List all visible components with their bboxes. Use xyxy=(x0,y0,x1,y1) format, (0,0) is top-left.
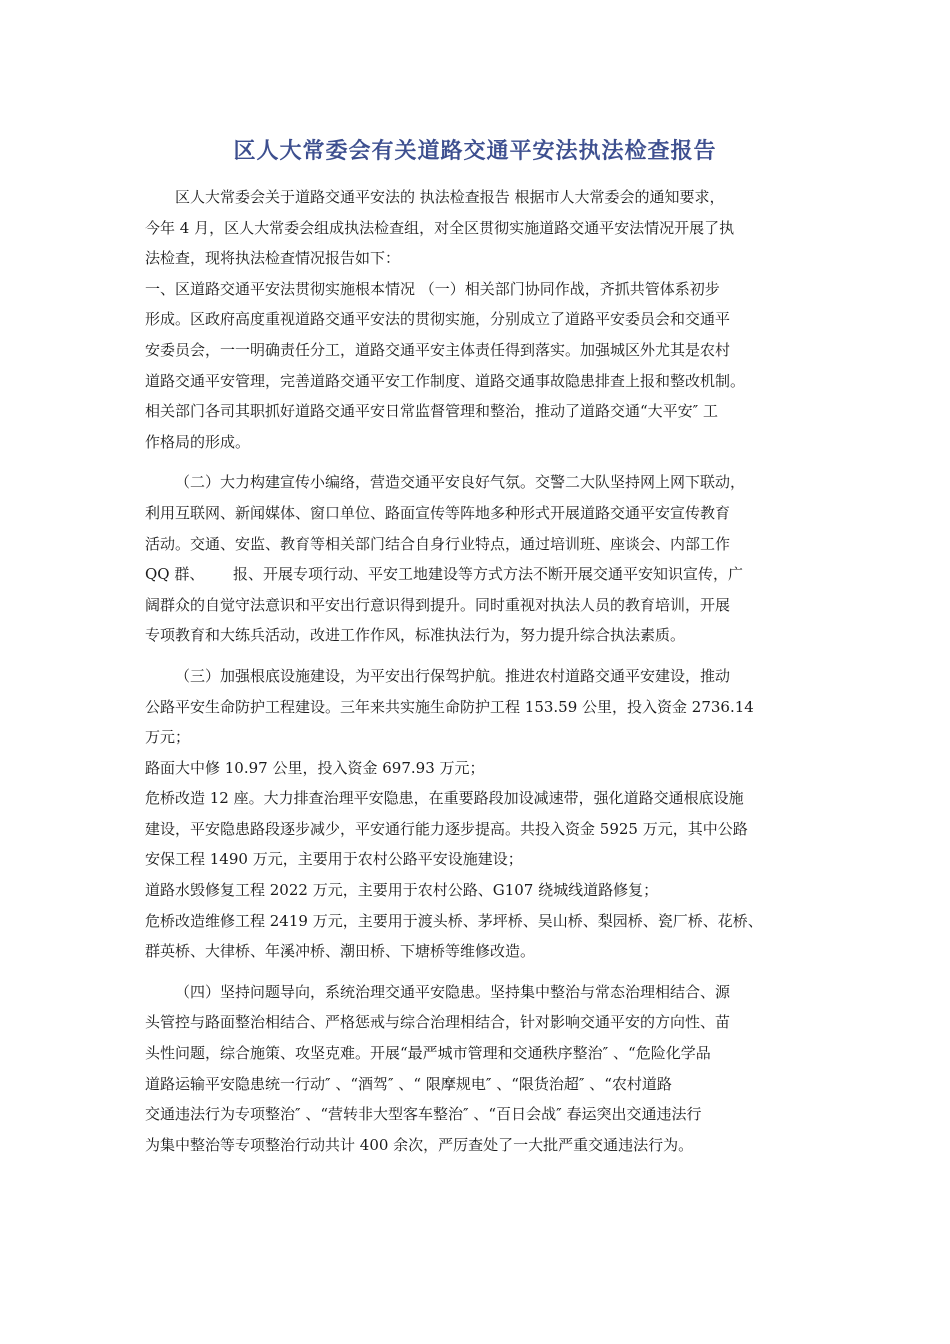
text-line: QQ 群、 报、开展专项行动、平安工地建设等方式方法不断开展交通平安知识宣传，广 xyxy=(145,565,743,584)
text-line: 路面大中修 10.97 公里，投入资金 697.93 万元； xyxy=(145,758,485,777)
text-line: 专项教育和大练兵活动，改进工作作风，标准执法行为，努力提升综合执法素质。 xyxy=(145,626,686,645)
text-line: 利用互联网、新闻媒体、窗口单位、路面宣传等阵地多种形式开展道路交通平安宣传教育 xyxy=(145,503,731,522)
text-line: 交通违法行为专项整治″ 、“营转非大型客车整治″ 、“百日会战″ 春运突出交通违法行 xyxy=(145,1105,702,1124)
text-line: 危桥改造维修工程 2419 万元，主要用于渡头桥、茅坪桥、吴山桥、梨园桥、瓷厂桥、花桥、 xyxy=(145,911,763,930)
text-line: 公路平安生命防护工程建设。三年来共实施生命防护工程 153.59 公里，投入资金 2736.14 xyxy=(145,697,754,716)
text-line: 一、区道路交通平安法贯彻实施根本情况 （一）相关部门协同作战，齐抓共管体系初步 xyxy=(145,279,720,298)
text-line: 法检查，现将执法检查情况报告如下： xyxy=(145,249,401,268)
text-line: 今年 4 月，区人大常委会组成执法检查组，对全区贯彻实施道路交通平安法情况开展了执 xyxy=(145,218,735,237)
text-line: 安委员会，一一明确责任分工，道路交通平安主体责任得到落实。加强城区外尤其是农村 xyxy=(145,340,731,359)
text-line: 道路水毁修复工程 2022 万元，主要用于农村公路、G107 绕城线道路修复； xyxy=(145,881,659,900)
document-body xyxy=(145,182,820,1160)
text-line: 万元； xyxy=(145,728,191,747)
text-line: 群英桥、大律桥、年溪冲桥、潮田桥、下塘桥等维修改造。 xyxy=(145,942,536,961)
text-line: （四）坚持问题导向，系统治理交通平安隐患。坚持集中整治与常态治理相结合、源 xyxy=(175,982,731,1001)
text-line: 道路运输平安隐患统一行动″ 、“酒驾″ 、“ 限摩规电″ 、“限货治超″ 、“农村道路 xyxy=(145,1074,672,1093)
text-line: 阔群众的自觉守法意识和平安出行意识得到提升。同时重视对执法人员的教育培训，开展 xyxy=(145,595,731,614)
text-line: 道路交通平安管理，完善道路交通平安工作制度、道路交通事故隐患排查上报和整改机制。 xyxy=(145,371,746,390)
text-line: 危桥改造 12 座。大力排查治理平安隐患，在重要路段加设减速带，强化道路交通根底设施 xyxy=(145,789,744,808)
text-line: 形成。区政府高度重视道路交通平安法的贯彻实施，分别成立了道路平安委员会和交通平 xyxy=(145,310,731,329)
text-line: 安保工程 1490 万元，主要用于农村公路平安设施建设； xyxy=(145,850,523,869)
text-line: 作格局的形成。 xyxy=(145,432,251,451)
text-line: 建设，平安隐患路段逐步减少，平安通行能力逐步提高。共投入资金 5925 万元，其中公路 xyxy=(145,819,748,838)
text-line: 为集中整治等专项整治行动共计 400 余次，严厉查处了一大批严重交通违法行为。 xyxy=(145,1135,694,1154)
text-line: （三）加强根底设施建设，为平安出行保驾护航。推进农村道路交通平安建设，推动 xyxy=(175,666,731,685)
text-line: 头性问题，综合施策、攻坚克难。开展“最严城市管理和交通秩序整治″ 、“危险化学品 xyxy=(145,1044,711,1063)
text-line: 活动。交通、安监、教育等相关部门结合自身行业特点，通过培训班、座谈会、内部工作 xyxy=(145,534,731,553)
text-line: 头管控与路面整治相结合、严格惩戒与综合治理相结合，针对影响交通平安的方向性、苗 xyxy=(145,1013,731,1032)
text-line: 相关部门各司其职抓好道路交通平安日常监督管理和整治，推动了道路交通“大平安″ 工 xyxy=(145,402,719,421)
document-title: 区人大常委会有关道路交通平安法执法检查报告 xyxy=(233,139,717,164)
text-line: （二）大力构建宣传小编络，营造交通平安良好气氛。交警二大队坚持网上网下联动， xyxy=(175,473,746,492)
text-line: 区人大常委会关于道路交通平安法的 执法检查报告 根据市人大常委会的通知要求， xyxy=(175,188,725,206)
